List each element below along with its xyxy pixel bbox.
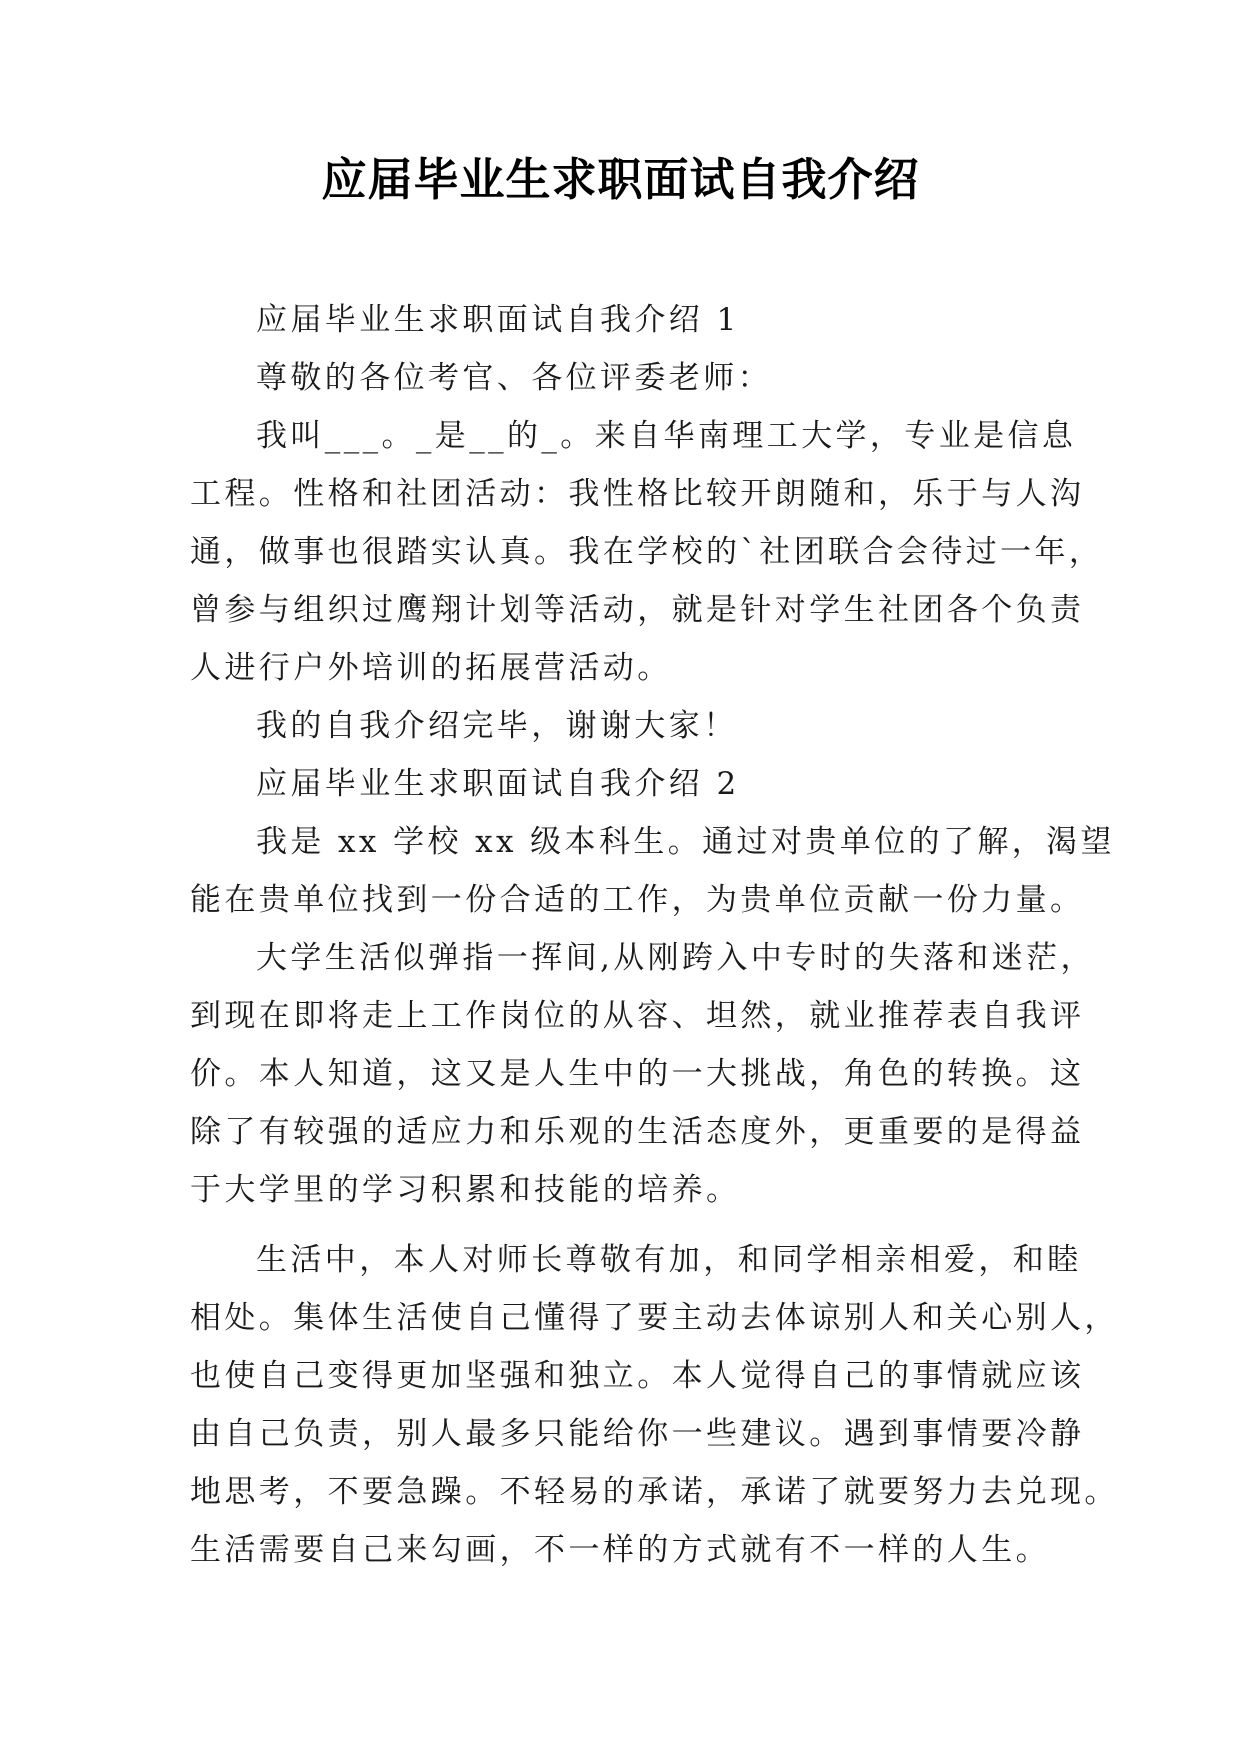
paragraph-line: 我是 xx 学校 xx 级本科生。通过对贵单位的了解，渴望 (256, 824, 1115, 860)
closing-line: 我的自我介绍完毕，谢谢大家！ (256, 708, 738, 744)
paragraph-line: 通，做事也很踏实认真。我在学校的`社团联合会待过一年， (190, 534, 1104, 570)
paragraph-line: 于大学里的学习积累和技能的培养。 (190, 1172, 741, 1208)
paragraph-line: 大学生活似弹指一挥间,从刚跨入中专时的失落和迷茫， (256, 940, 1095, 976)
section-heading-1: 应届毕业生求职面试自我介绍 1 (256, 302, 740, 338)
paragraph-line: 也使自己变得更加坚强和独立。本人觉得自己的事情就应该 (190, 1358, 1085, 1394)
paragraph-line: 由自己负责，别人最多只能给你一些建议。遇到事情要冷静 (190, 1416, 1085, 1452)
paragraph-line: 价。本人知道，这又是人生中的一大挑战，角色的转换。这 (190, 1056, 1085, 1092)
document-body (190, 291, 1119, 1579)
paragraph-line: 曾参与组织过鹰翔计划等活动，就是针对学生社团各个负责 (190, 592, 1085, 628)
section-heading-2: 应届毕业生求职面试自我介绍 2 (256, 766, 740, 802)
paragraph-line: 生活中，本人对师长尊敬有加，和同学相亲相爱，和睦 (256, 1242, 1082, 1278)
paragraph-line: 相处。集体生活使自己懂得了要主动去体谅别人和关心别人， (190, 1300, 1119, 1336)
salutation: 尊敬的各位考官、各位评委老师： (256, 360, 772, 396)
paragraph-line: 到现在即将走上工作岗位的从容、坦然，就业推荐表自我评 (190, 998, 1085, 1034)
paragraph-line: 生活需要自己来勾画，不一样的方式就有不一样的人生。 (190, 1532, 1050, 1568)
paragraph-line: 除了有较强的适应力和乐观的生活态度外，更重要的是得益 (190, 1114, 1085, 1150)
paragraph-line: 工程。性格和社团活动：我性格比较开朗随和，乐于与人沟 (190, 476, 1085, 512)
paragraph-line: 地思考，不要急躁。不轻易的承诺，承诺了就要努力去兑现。 (190, 1474, 1119, 1510)
paragraph-line: 我叫___。_是__的_。来自华南理工大学，专业是信息 (256, 418, 1077, 454)
document-title: 应届毕业生求职面试自我介绍 (321, 153, 920, 206)
paragraph-line: 能在贵单位找到一份合适的工作，为贵单位贡献一份力量。 (190, 882, 1085, 918)
paragraph-line: 人进行户外培训的拓展营活动。 (190, 650, 672, 686)
